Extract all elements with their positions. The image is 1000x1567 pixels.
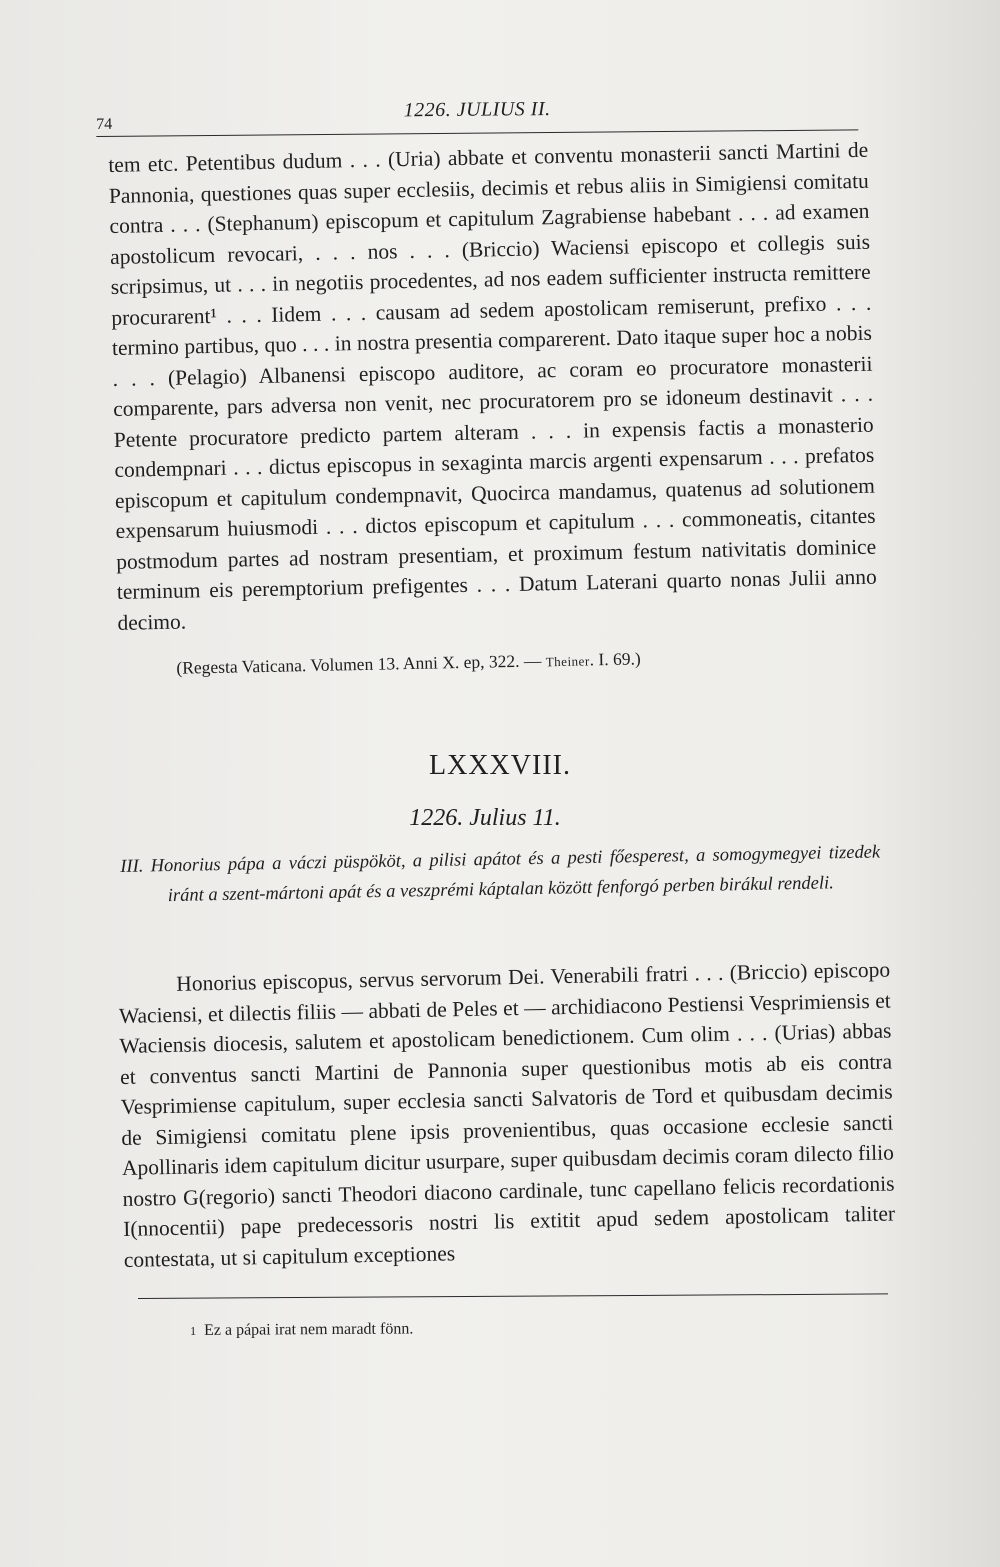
document-body: tem etc. Petentibus dudum . . . (Uria) abbate et conventu monasterii sancti Martini de Pannonia, questiones quas super ecclesiis, decimis et rebus aliis in Simigiensi comitatu contra . . . (Stephanum) episcopum et capitulum Zagrabiense habebant . . . ad examen apostolicum revocari, . . . nos . . . (Briccio) Waciensi episcopo et collegis suis scripsimus, ut . . . in negotiis procedentes, ad nos eadem sufficienter instructa remittere procurarent¹ . . . Iidem . . . causam ad sedem apostolicam remiserunt, prefixo . . . termino partibus, quo . . . in nostra presentia comparerent. Dato itaque super hoc a nobis . . . (Pelagio) Albanensi episcopo auditore, ac coram eo procuratore monasterii comparente, pars adversa non venit, nec procuratorem pro se idoneum destinavit . . . Petente procuratore predicto partem alteram . . . in expensis factis a monasterio condempnari . . . dictus episcopus in sexaginta marcis argenti expensarum . . . prefatos episcopum et capitulum condempnavit, Quocirca mandamus, quatenus ad solutionem expensarum huiusmodi . . . dictos episcopum et capitulum . . . commoneatis, citantes postmodum partes ad nostram presentiam, et proximum festum nativitatis dominice terminum eis peremptorium prefigentes . . . Datum Laterani quarto nonas Julii anno decimo. <box>108 137 877 635</box>
document-body: Honorius episcopus, servus servorum Dei. Venerabili fratri . . . (Briccio) episcopo Waciensi, et dilectis filiis — abbati de Peles et — archidiacono Pestiensi Vesprimiensis et Waciensis diocesis, salutem et apostolicam benedictionem. Cum olim . . . (Urias) abbas et conventus sancti Martini de Pannonia super questionibus motis ab eis contra Vesprimiense capitulum, super ecclesia sancti Salvatoris de Tord et quibusdam decimis de Simigiensi comitatu plene ipsis provenientibus, quas occasione ecclesie sancti Apollinaris idem capitulum dicitur usurpare, super quibusdam decimis coram dilecto filio nostro G(regorio) sancti Theodori diacono cardinale, tunc capellano felicis recordationis I(nnocentii) pape predecessoris nostri lis extitit apud sedem apostolicam taliter contestata, ut si capitulum exceptiones <box>118 957 896 1272</box>
document-text <box>118 955 896 1275</box>
source-citation <box>176 639 879 686</box>
footnote-mark: 1 <box>190 1323 197 1338</box>
document-number: LXXXVIII. <box>429 750 571 781</box>
running-head: 1226. JULIUS II. <box>403 98 551 122</box>
document-date: 1226. Julius 11. <box>409 805 561 831</box>
page-header <box>96 89 858 137</box>
citation-text: (Regesta Vaticana. Volumen 13. Anni X. ep, 322. — <box>176 650 546 678</box>
document-summary: III. Honorius pápa a váczi püspököt, a pilisi apátot és a pesti főesperest, a somogymegyei tizedek iránt a szent-mártoni apát és a veszprémi káptalan között fenforgó perben birákul rendeli. <box>120 842 881 907</box>
footnote-text: Ez a pápai irat nem maradt fönn. <box>203 1320 414 1339</box>
footnote-divider <box>138 1293 888 1299</box>
citation-reference: . I. 69.) <box>589 648 641 670</box>
footnote <box>190 1320 413 1340</box>
page-number: 74 <box>96 115 113 133</box>
citation-author: Theiner <box>545 653 590 670</box>
previous-document-text <box>108 135 879 687</box>
